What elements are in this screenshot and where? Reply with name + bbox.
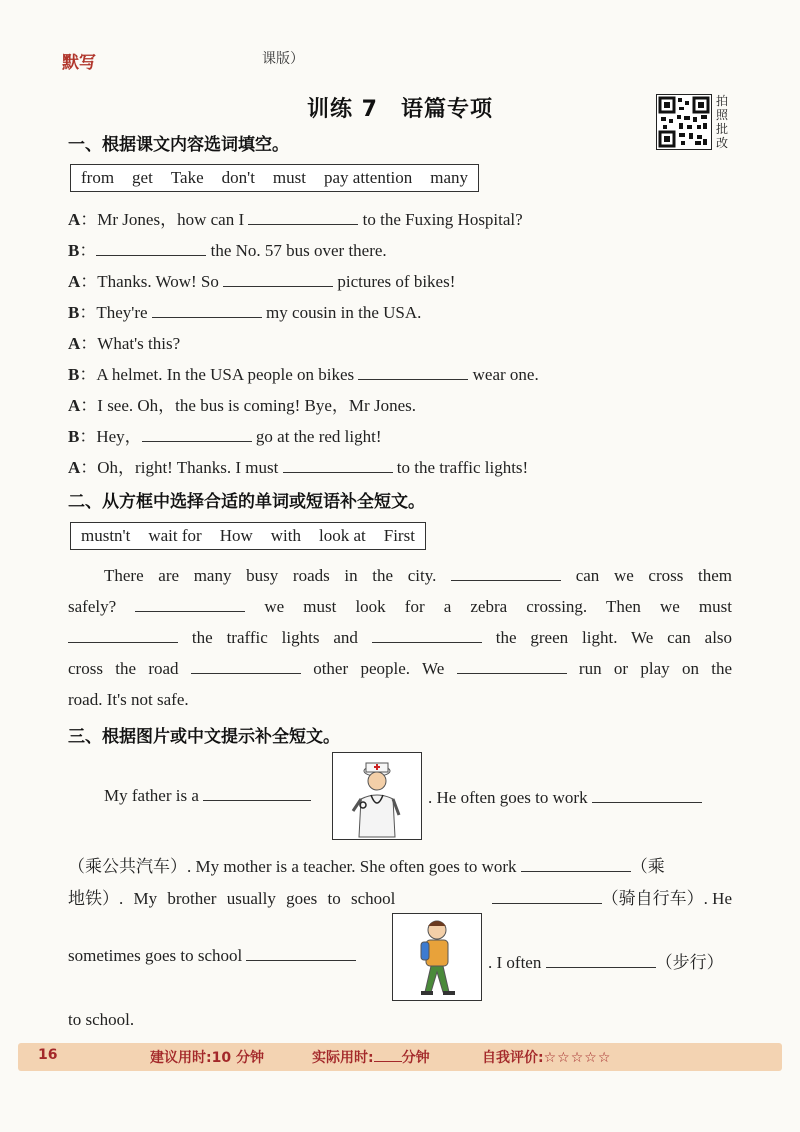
answer-blank[interactable] (358, 365, 468, 380)
word-option: How (219, 526, 253, 545)
word-box-2 (70, 522, 426, 550)
word-option: Take (170, 168, 204, 187)
qr-caption: 拍照批改 (716, 94, 729, 150)
word-option: First (383, 526, 415, 545)
answer-blank[interactable] (191, 659, 301, 674)
page-number: 16 (38, 1047, 58, 1063)
qr-code-icon[interactable] (656, 94, 712, 150)
sentence-line: My father is a (104, 786, 311, 806)
sentence-line: . He often goes to work (428, 788, 702, 808)
dialogue-line: B： the No. 57 bus over there. (68, 241, 387, 260)
word-option: mustn't (81, 526, 131, 545)
self-evaluation: 自我评价:☆☆☆☆☆ (482, 1050, 612, 1066)
answer-blank[interactable] (152, 303, 262, 318)
answer-blank[interactable] (372, 628, 482, 643)
suggested-time: 建议用时:10 分钟 (150, 1050, 264, 1066)
answer-blank[interactable] (142, 427, 252, 442)
answer-blank[interactable] (283, 458, 393, 473)
word-option: pay attention (323, 168, 413, 187)
section-1-heading: 一、根据课文内容选词填空。 (68, 135, 289, 155)
sentence-line: to school. (68, 1010, 135, 1029)
edition-label: 课版） (262, 51, 304, 67)
star-rating[interactable]: ☆☆☆☆☆ (543, 1050, 612, 1066)
word-option: look at (319, 526, 366, 545)
dialogue-line: B：A helmet. In the USA people on bikes wear one. (68, 365, 539, 384)
sentence-line: sometimes goes to school (68, 946, 356, 966)
sentence-line: . I often （步行） (488, 953, 724, 972)
page-title: 训练 7 语篇专项 (307, 97, 493, 122)
sentence-line: （乘公共汽车）. My mother is a teacher. She often goes to work （乘 (68, 857, 665, 876)
word-option: get (132, 168, 153, 187)
word-option: from (81, 168, 115, 187)
answer-blank[interactable] (592, 788, 702, 803)
dialogue-line: A：Mr Jones，how can I to the Fuxing Hospital? (68, 210, 523, 229)
answer-blank[interactable] (223, 272, 333, 287)
word-box-1 (70, 164, 479, 192)
word-option: with (270, 526, 301, 545)
dialogue-line: A：Thanks. Wow! So pictures of bikes! (68, 272, 456, 291)
answer-blank[interactable] (248, 210, 358, 225)
dialogue-line: A：I see. Oh，the bus is coming! Bye，Mr Jones. (68, 396, 416, 415)
passage-2: There are many busy roads in the city. can we cross them safely? we must look for a zebra crossing. Then we must the traffic lights and the green light. We can also cross the road other people. We run or play on the road. It's not safe. (68, 566, 733, 709)
section-2-heading: 二、从方框中选择合适的单词或短语补全短文。 (68, 492, 425, 512)
doctor-image (332, 752, 422, 840)
answer-blank[interactable] (492, 889, 602, 904)
dialogue-line: B：Hey， go at the red light! (68, 427, 382, 446)
answer-blank[interactable] (246, 946, 356, 961)
answer-blank[interactable] (96, 241, 206, 256)
section-3-heading: 三、根据图片或中文提示补全短文。 (68, 727, 340, 747)
word-option: must (272, 168, 306, 187)
walking-boy-image (392, 913, 482, 1001)
answer-blank[interactable] (203, 786, 311, 801)
word-option: many (430, 168, 469, 187)
dialogue-line: A：Oh，right! Thanks. I must to the traffic lights! (68, 458, 529, 477)
answer-blank[interactable] (451, 566, 561, 581)
dialogue-line: A：What's this? (68, 334, 181, 353)
series-logo: 默写 (62, 53, 96, 73)
word-option: don't (221, 168, 255, 187)
dialogue-line: B：They're my cousin in the USA. (68, 303, 422, 322)
answer-blank[interactable] (457, 659, 567, 674)
answer-blank[interactable] (68, 628, 178, 643)
actual-time: 实际用时: 分钟 (312, 1050, 430, 1066)
sentence-line: 地铁）. My brother usually goes to school （骑自行车）. He (68, 889, 732, 908)
answer-blank[interactable] (546, 953, 656, 968)
word-option: wait for (148, 526, 202, 545)
answer-blank[interactable] (521, 857, 631, 872)
answer-blank[interactable] (135, 597, 245, 612)
actual-time-blank[interactable] (374, 1049, 402, 1062)
